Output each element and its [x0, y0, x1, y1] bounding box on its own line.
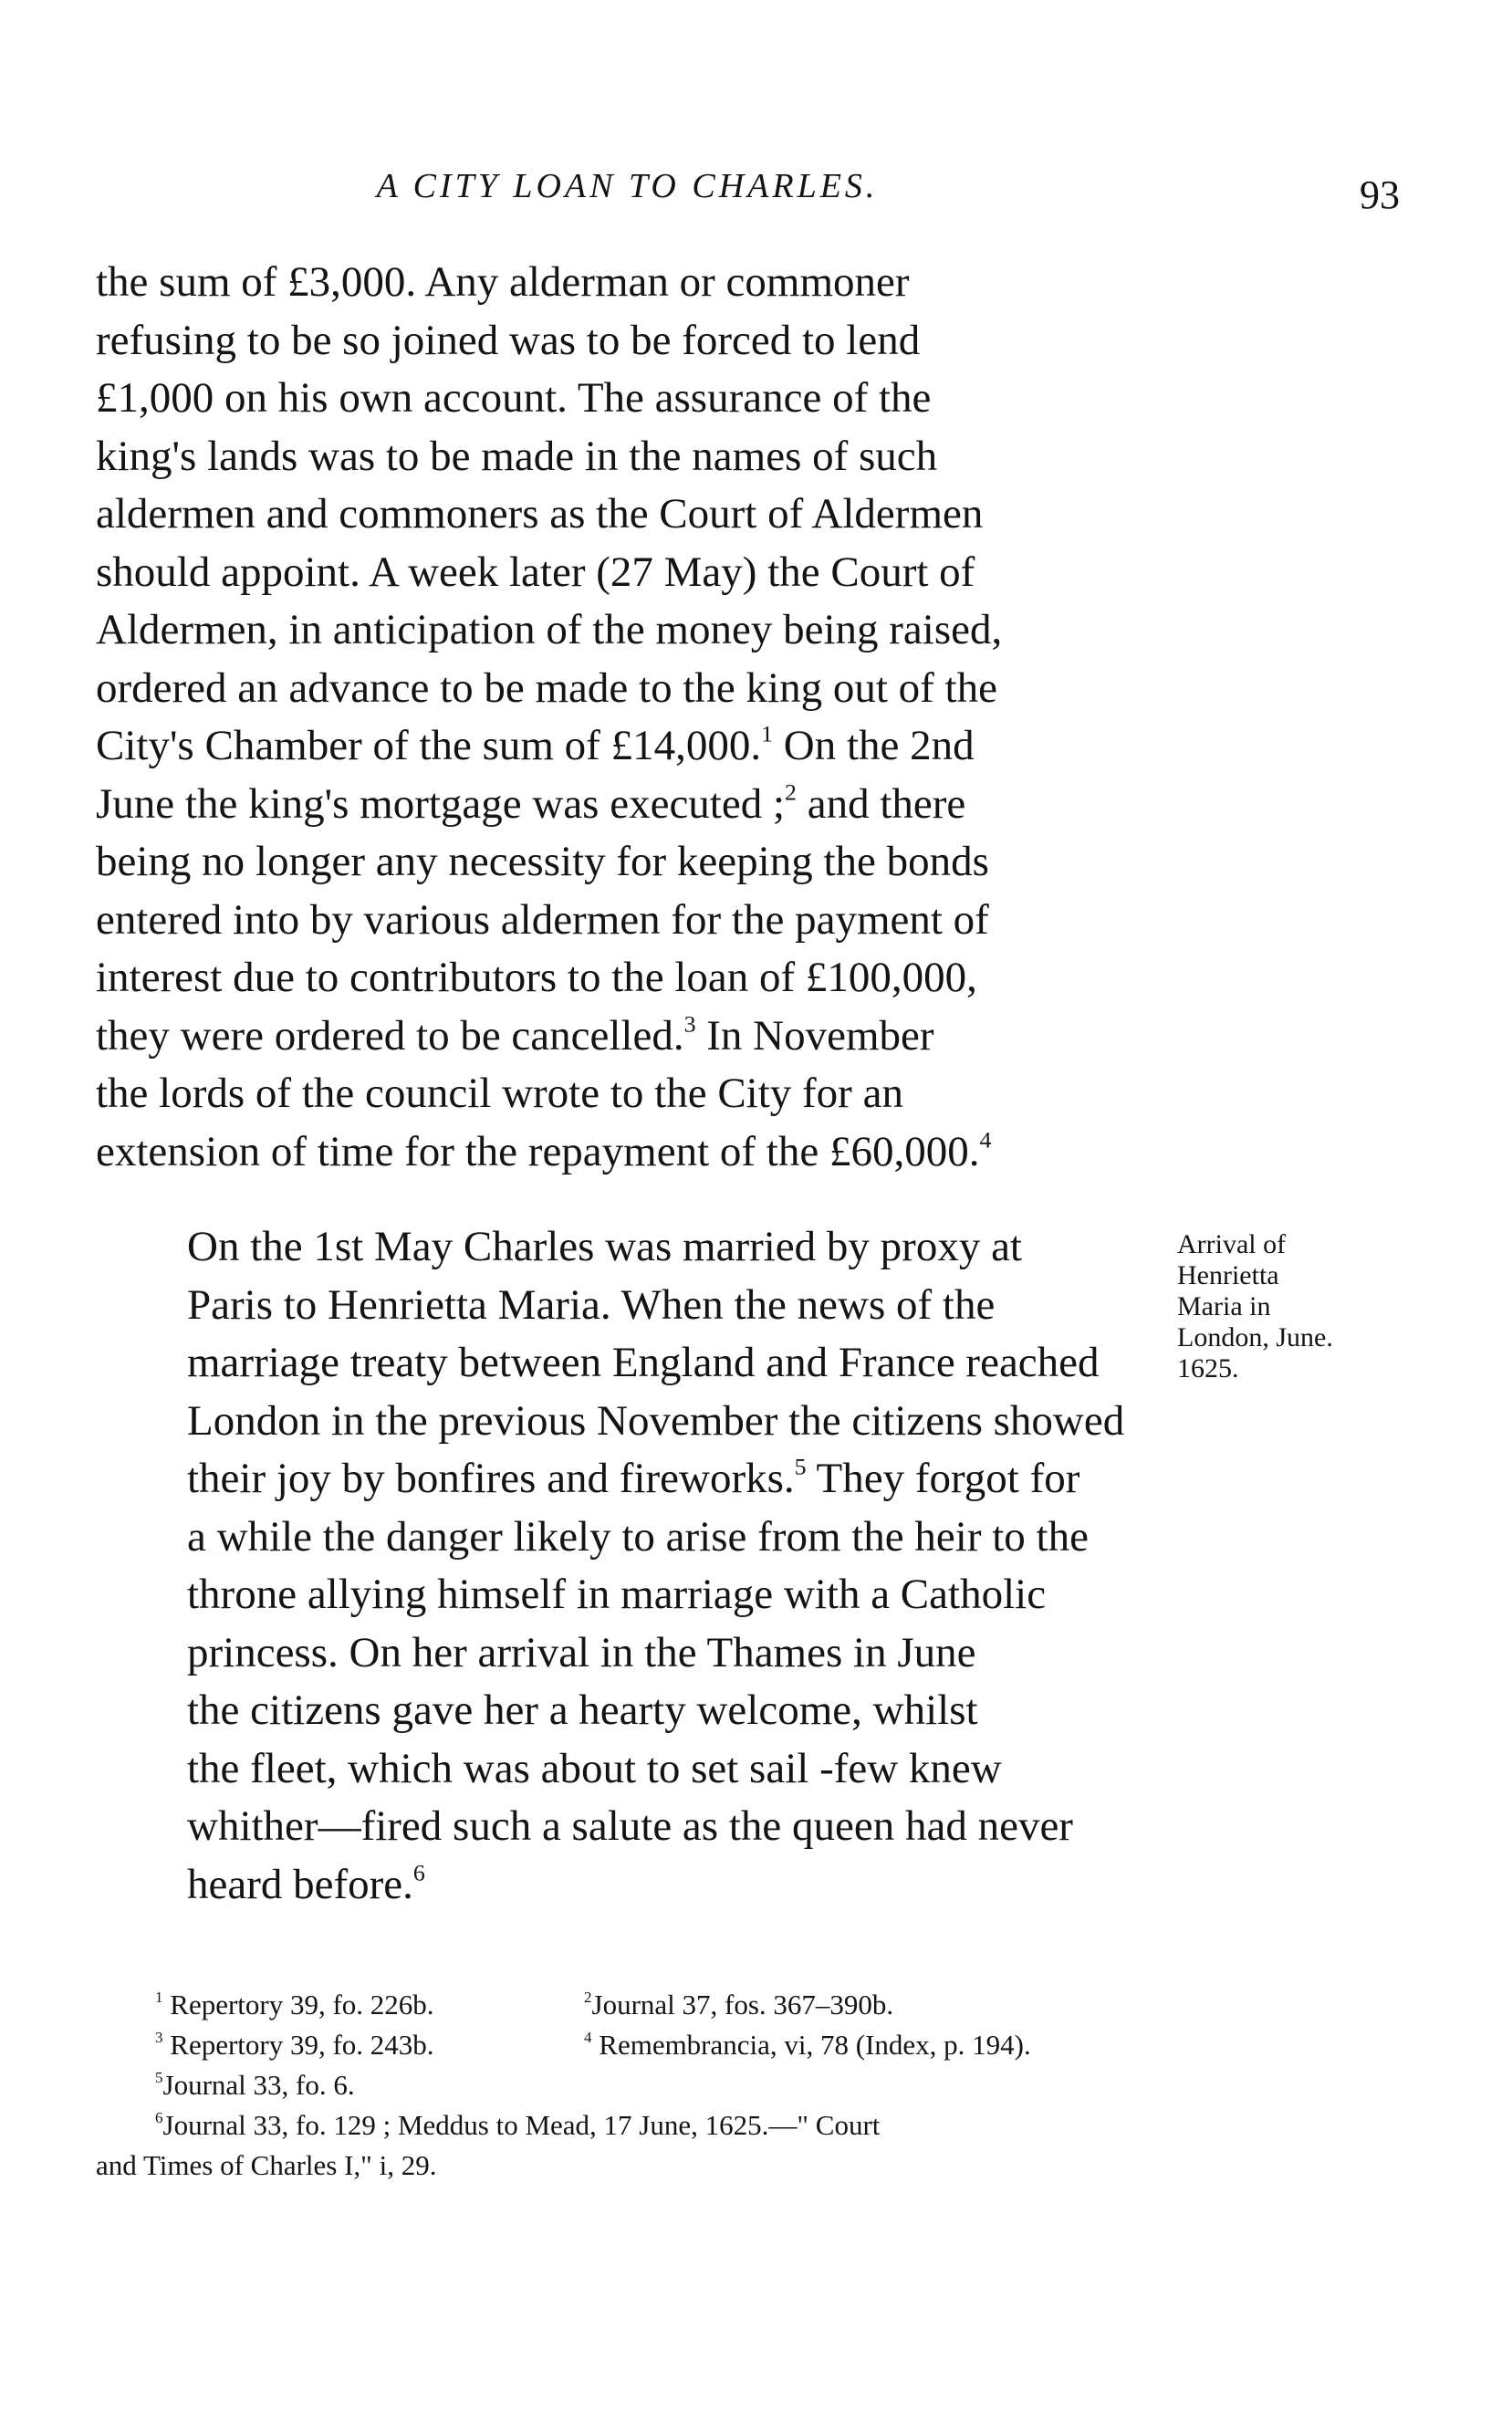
marginal-note — [1177, 1229, 1414, 1384]
marginal-line: London, June. — [1177, 1322, 1333, 1352]
footnote-text: Journal 37, fos. 367–390b. — [591, 1989, 894, 2020]
footnote-ref-3: 3 — [683, 1010, 696, 1038]
footnote-text: Repertory 39, fo. 226b. — [170, 1989, 434, 2020]
text-segment: June the king's mortgage was executed ; — [96, 779, 786, 828]
footnote-number: 6 — [155, 2109, 163, 2127]
text-line: throne allying himself in marriage with a Catholic — [187, 1571, 1047, 1618]
footnote-number: 4 — [584, 2029, 592, 2047]
text-segment: and there — [796, 779, 966, 828]
text-line — [96, 1008, 1159, 1066]
marginal-line: Maria in — [1177, 1291, 1271, 1321]
footnote-6 — [155, 2105, 880, 2146]
running-title: A CITY LOAN TO CHARLES. — [376, 167, 879, 205]
footnote-row — [155, 2105, 1204, 2146]
footnote-ref-2: 2 — [785, 778, 797, 806]
footnote-text: Journal 33, fo. 129 ; Meddus to Mead, 17 June, 1625.—" Court — [162, 2109, 881, 2141]
paragraph-loan — [96, 254, 1159, 1181]
footnote-text: Remembrancia, vi, 78 (Index, p. 194). — [599, 2029, 1031, 2061]
footnote-6-continuation: and Times of Charles I," i, 29. — [96, 2149, 437, 2181]
text-line — [96, 1450, 1159, 1509]
text-line — [96, 776, 1159, 834]
footnote-row — [155, 2065, 1204, 2105]
text-line: interest due to contributors to the loan of £100,000, — [96, 954, 977, 1001]
footnote-ref-6: 6 — [412, 1859, 425, 1886]
text-segment: they were ordered to be cancelled. — [96, 1011, 684, 1060]
footnote-ref-1: 1 — [761, 720, 773, 747]
footnote-number: 2 — [584, 1989, 592, 2007]
footnote-number: 1 — [155, 1989, 163, 2007]
text-line: the lords of the council wrote to the City for an — [96, 1070, 903, 1117]
text-line: should appoint. A week later (27 May) the Court of — [96, 548, 975, 596]
footnote-number: 5 — [155, 2069, 163, 2087]
footnote-ref-5: 5 — [794, 1453, 807, 1480]
text-line: London in the previous November the citizens showed — [187, 1396, 1125, 1445]
marginal-line: Arrival of — [1177, 1229, 1287, 1259]
text-line: the sum of £3,000. Any alderman or commoner — [96, 258, 910, 306]
text-line: aldermen and commoners as the Court of Aldermen — [96, 490, 984, 538]
footnote-2 — [584, 1985, 893, 2025]
text-line — [96, 1123, 1159, 1182]
text-line — [96, 1856, 1159, 1915]
text-line: Paris to Henrietta Maria. When the news of the — [187, 1280, 996, 1329]
text-segment: their joy by bonfires and fireworks. — [187, 1455, 795, 1502]
text-line: refusing to be so joined was to be forced to lend — [96, 316, 921, 364]
text-line: entered into by various aldermen for the payment of — [96, 895, 989, 944]
text-segment: They forgot for — [806, 1455, 1080, 1502]
footnote-row — [155, 1985, 1204, 2025]
text-line: On the 1st May Charles was married by proxy at — [187, 1223, 1022, 1270]
marginal-line: Henrietta — [1177, 1260, 1279, 1290]
text-line: a while the danger likely to arise from the heir to the — [187, 1512, 1089, 1561]
footnote-ref-4: 4 — [979, 1126, 992, 1154]
text-segment: heard before. — [187, 1860, 413, 1908]
text-line: marriage treaty between England and France reached — [187, 1339, 1100, 1386]
footnote-row — [155, 2025, 1204, 2065]
footnote-5 — [155, 2065, 355, 2105]
text-line: the citizens gave her a hearty welcome, whilst — [187, 1686, 978, 1734]
text-segment: City's Chamber of the sum of £14,000. — [96, 722, 762, 769]
marginal-line: 1625. — [1177, 1353, 1239, 1384]
text-segment: On the 2nd — [773, 722, 975, 769]
text-line: whither—fired such a salute as the queen had never — [187, 1802, 1073, 1850]
text-line: being no longer any necessity for keeping the bonds — [96, 838, 989, 885]
page-number: 93 — [1360, 172, 1400, 217]
footnote-4 — [584, 2025, 1031, 2065]
footnote-1 — [155, 1985, 584, 2025]
text-line: £1,000 on his own account. The assurance of the — [96, 374, 932, 422]
text-line: princess. On her arrival in the Thames in June — [187, 1628, 976, 1676]
text-line: king's lands was to be made in the names of such — [96, 432, 938, 480]
text-line: the fleet, which was about to set sail -few knew — [187, 1744, 1002, 1792]
text-segment: In November — [695, 1011, 934, 1060]
footnote-number: 3 — [155, 2029, 163, 2047]
text-line: Aldermen, in anticipation of the money being raised, — [96, 606, 1003, 653]
text-line — [96, 717, 1159, 776]
paragraph-marriage — [96, 1218, 1159, 1914]
footnotes — [96, 1985, 1204, 2186]
text-line: ordered an advance to be made to the king out of the — [96, 663, 997, 712]
footnote-3 — [155, 2025, 584, 2065]
footnote-text: Journal 33, fo. 6. — [162, 2069, 355, 2101]
text-segment: extension of time for the repayment of the £60,000. — [96, 1127, 980, 1175]
footnote-text: Repertory 39, fo. 243b. — [170, 2029, 434, 2061]
